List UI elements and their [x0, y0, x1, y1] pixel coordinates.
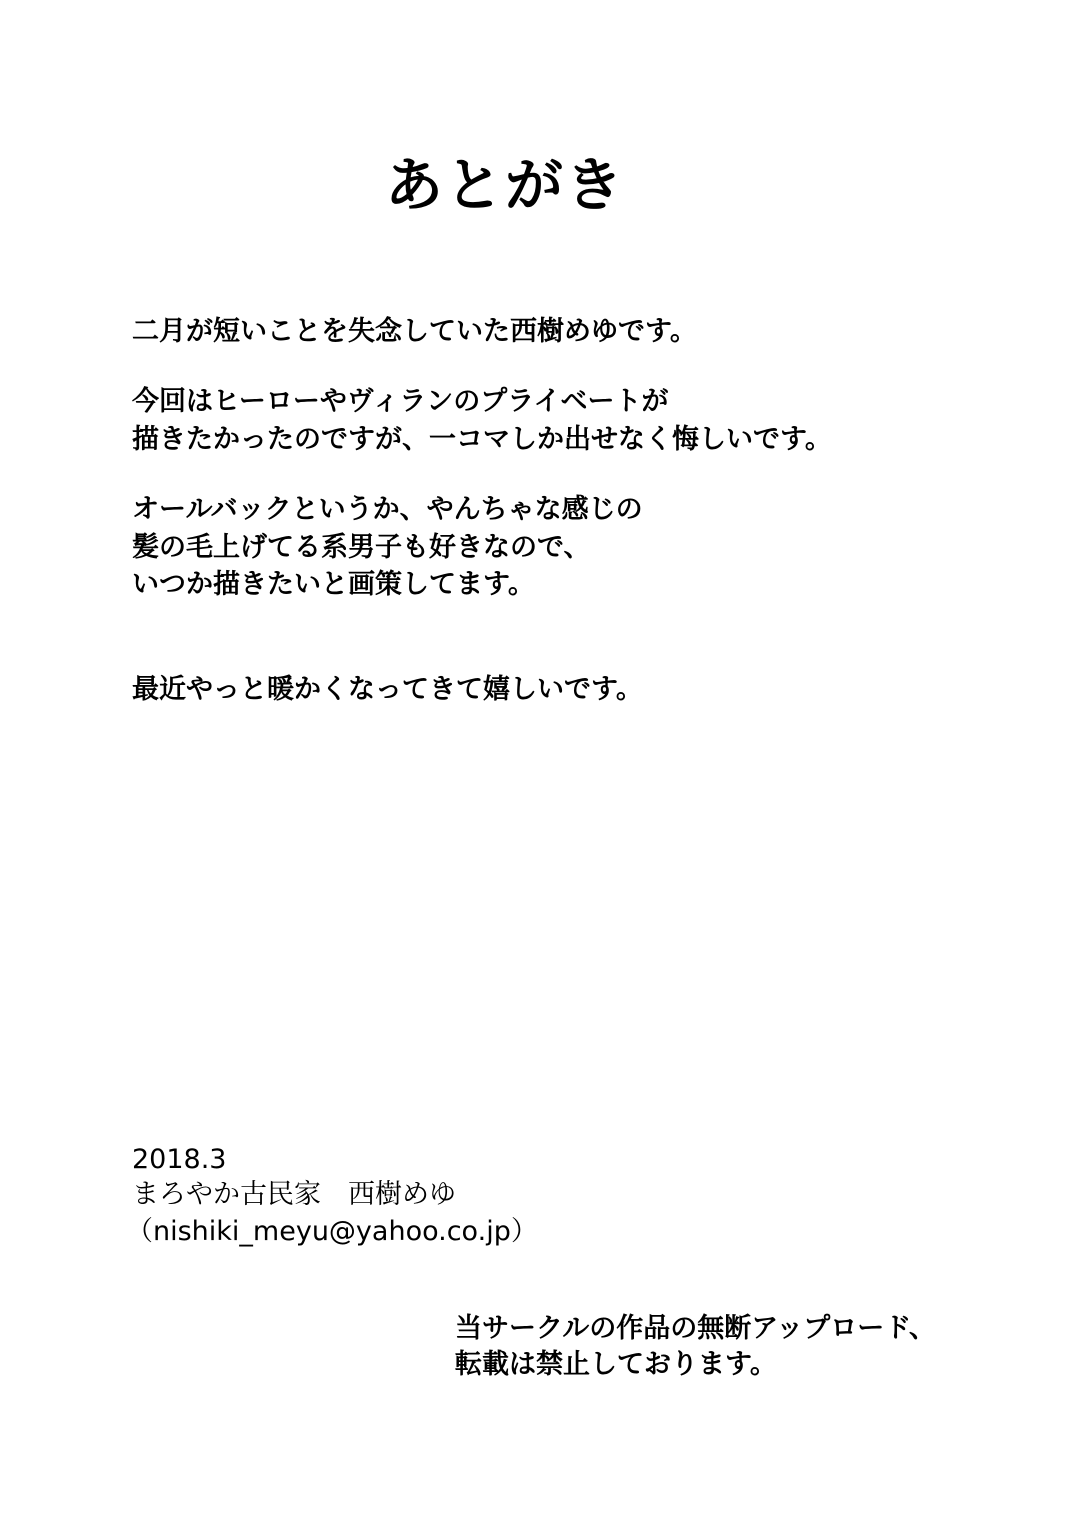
notice-line-1: 当サークルの作品の無断アップロード、 [455, 1313, 936, 1344]
paragraph-2-line-2: 描きたかったのですが、一コマしか出せなく悔しいです。 [132, 424, 832, 455]
paragraph-3-line-1: オールバックというか、やんちゃな感じの [132, 494, 643, 525]
paragraph-3-line-2: 髪の毛上げてる系男子も好きなので、 [132, 532, 591, 563]
notice-line-2: 転載は禁止しております。 [455, 1349, 777, 1380]
page-title: あとがき [384, 151, 625, 219]
date: 2018.3 [132, 1144, 227, 1175]
paragraph-2-line-1: 今回はヒーローやヴィランのプライベートが [132, 386, 669, 417]
paragraph-1-line-1: 二月が短いことを失念していた西樹めゆです。 [132, 316, 697, 347]
paragraph-4-line-1: 最近やっと暖かくなってきて嬉しいです。 [132, 674, 643, 705]
email: （nishiki_meyu@yahoo.co.jp） [126, 1216, 538, 1247]
circle-author: まろやか古民家 西樹めゆ [132, 1179, 456, 1210]
paragraph-3-line-3: いつか描きたいと画策してます。 [132, 569, 535, 600]
